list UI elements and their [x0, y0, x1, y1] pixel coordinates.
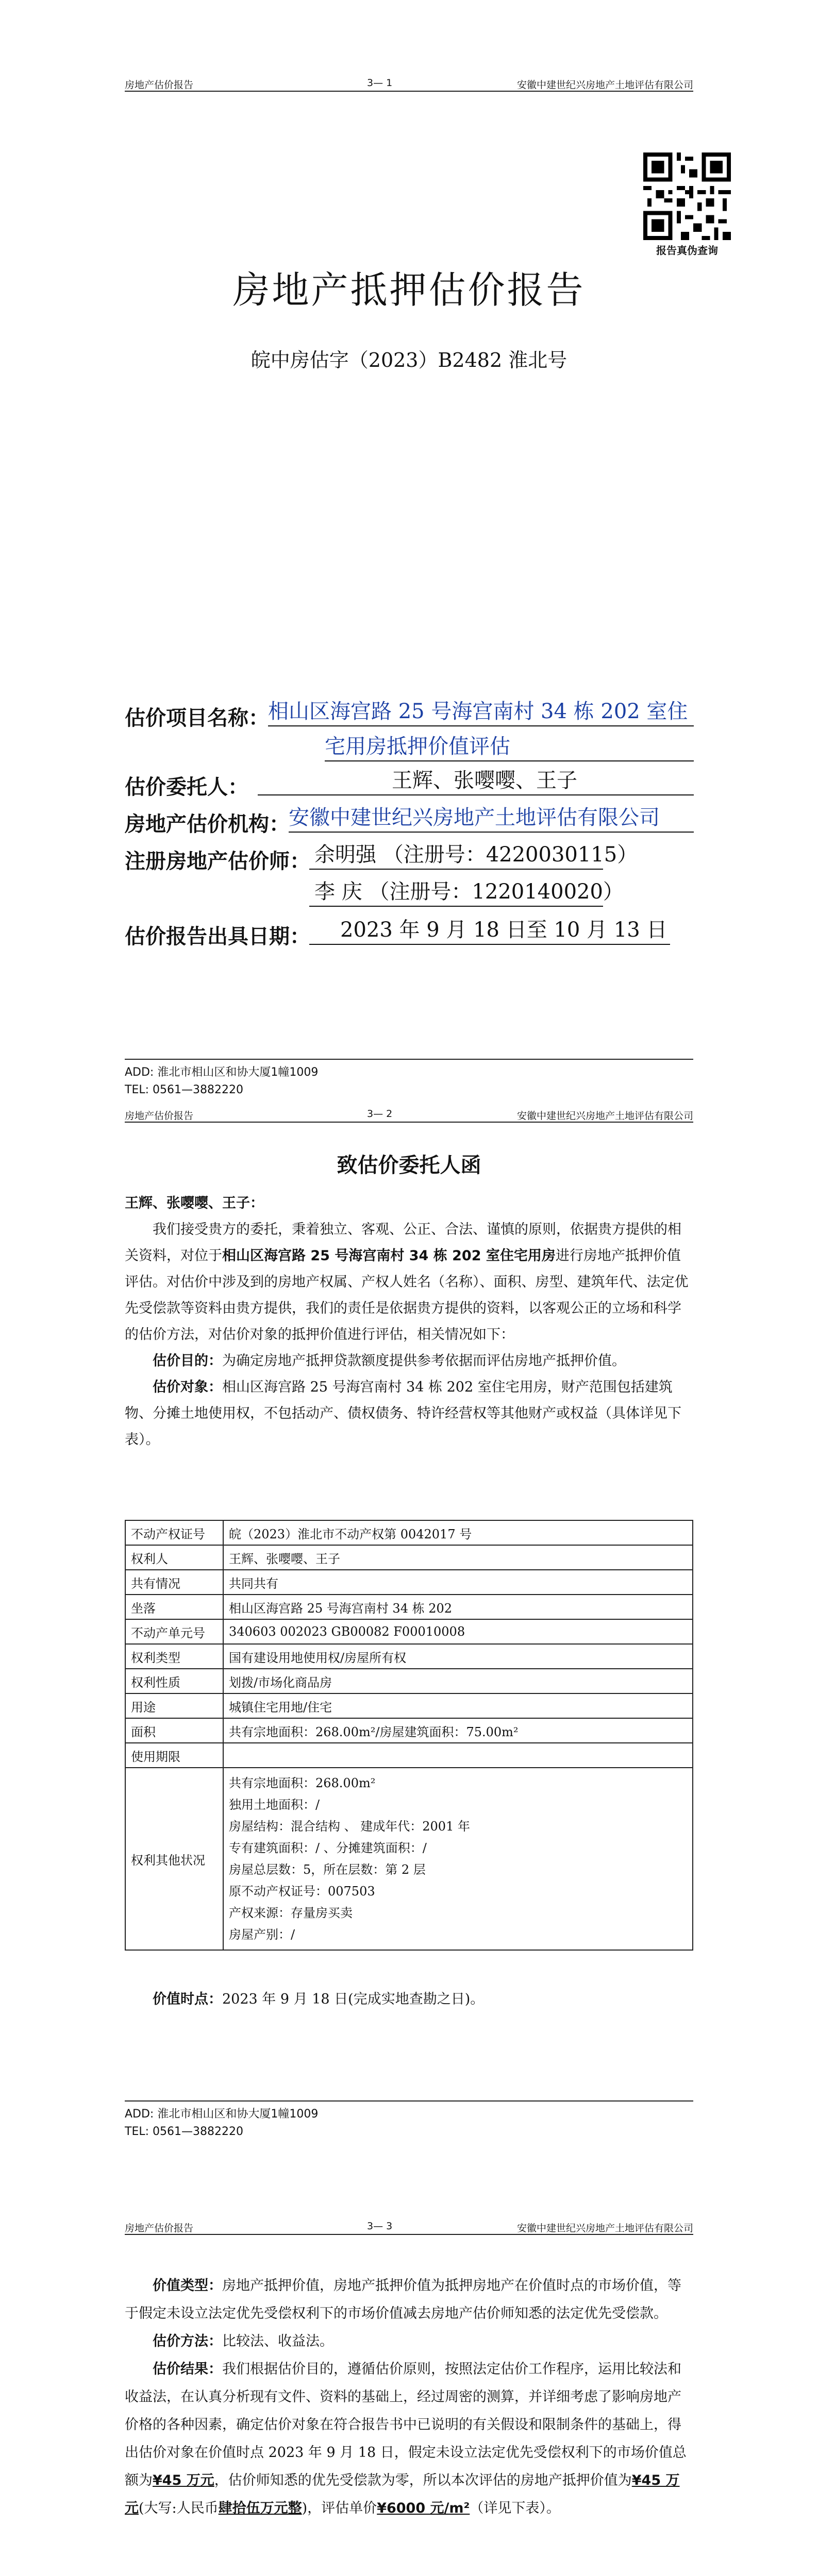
footer	[125, 2100, 693, 2141]
purpose-value: 为确定房地产抵押贷款额度提供参考依据而评估房地产抵押价值。	[222, 1353, 626, 1369]
other-status-line: 房屋结构：混合结构 、 建成年代：2001 年	[229, 1819, 470, 1834]
table-value: 皖（2023）淮北市不动产权第 0042017 号	[223, 1520, 693, 1545]
appraiser-label: 注册房地产估价师：	[125, 850, 310, 873]
table-row	[125, 1718, 693, 1743]
object-label: 估价对象：	[153, 1379, 222, 1395]
table-key: 共有情况	[125, 1570, 223, 1595]
mortgage-value-upper: 肆拾伍万元整	[218, 2500, 302, 2516]
header-left: 房地产估价报告	[125, 79, 194, 91]
report-number: 皖中房估字（2023）B2482 淮北号	[251, 349, 567, 371]
header-left: 房地产估价报告	[125, 1110, 194, 1122]
unit-price: ¥6000 元/m²	[377, 2500, 470, 2516]
header-right: 安徽中建世纪兴房地产土地评估有限公司	[516, 2223, 693, 2234]
report-title: 房地产抵押估价报告	[232, 268, 586, 312]
cover-page	[0, 0, 818, 1100]
other-status-line: 房屋产别：/	[229, 1927, 295, 1942]
table-row	[125, 1644, 693, 1669]
object-paragraph	[125, 1374, 693, 1453]
footer-address: ADD: 淮北市相山区和协大厦1幢1009	[125, 1066, 319, 1079]
table-row	[125, 1693, 693, 1718]
salutation: 王辉、张嘤嘤、王子：	[125, 1195, 264, 1211]
value-type-label: 价值类型：	[153, 2278, 222, 2294]
footer	[125, 1059, 693, 1099]
table-row	[125, 1669, 693, 1693]
header-page-number: 3— 1	[367, 77, 393, 89]
table-value: 城镇住宅用地/住宅	[223, 1693, 693, 1718]
table-value: 划拨/市场化商品房	[223, 1669, 693, 1693]
other-status-line: 房屋总层数：5，所在层数：第 2 层	[229, 1862, 426, 1877]
table-row	[125, 1520, 693, 1545]
table-value: 国有建设用地使用权/房屋所有权	[223, 1644, 693, 1669]
table-value: 王辉、张嘤嘤、王子	[223, 1545, 693, 1570]
other-status-line: 共有宗地面积：268.00m²	[229, 1776, 376, 1790]
market-value: ¥45 万元	[153, 2472, 214, 2488]
table-row	[125, 1619, 693, 1644]
purpose-label: 估价目的：	[153, 1353, 222, 1369]
intro-property: 相山区海宫路 25 号海宫南村 34 栋 202 室住宅用房	[222, 1248, 556, 1264]
table-value	[223, 1743, 693, 1768]
mortgage-value: ¥45 万元	[125, 2472, 680, 2516]
method-paragraph	[125, 2328, 693, 2355]
table-key: 权利类型	[125, 1644, 223, 1669]
table-key: 权利性质	[125, 1669, 223, 1693]
header-page-number: 3— 2	[367, 1108, 393, 1120]
project-name-value-line2: 宅用房抵押价值评估	[325, 734, 694, 761]
client-label: 估价委托人：	[125, 775, 248, 799]
table-key: 面积	[125, 1718, 223, 1743]
table-row	[125, 1545, 693, 1570]
method-label: 估价方法：	[153, 2333, 222, 2349]
other-status-cell	[223, 1768, 693, 1950]
issue-date-value: 2023 年 9 月 18 日至 10 月 13 日	[309, 917, 670, 945]
table-key: 权利人	[125, 1545, 223, 1570]
purpose-paragraph	[125, 1348, 693, 1374]
result-label: 估价结果：	[153, 2361, 222, 2377]
result-text-e: )，评估单价	[302, 2500, 377, 2516]
other-status-line: 产权来源：存量房买卖	[229, 1906, 353, 1920]
table-row	[125, 1768, 693, 1950]
table-key: 坐落	[125, 1595, 223, 1619]
object-value: 相山区海宫路 25 号海宫南村 34 栋 202 室住宅用房，财产范围包括建筑物、分摊土地使用权，不包括动产、债权债务、特许经营权等其他财产或权益（具体详见下表）。	[125, 1379, 681, 1448]
other-status-line: 独用土地面积：/	[229, 1798, 320, 1812]
header-right: 安徽中建世纪兴房地产土地评估有限公司	[516, 79, 693, 91]
intro-paragraph	[125, 1216, 693, 1348]
footer-address: ADD: 淮北市相山区和协大厦1幢1009	[125, 2108, 319, 2121]
table-value: 相山区海宫路 25 号海宫南村 34 栋 202	[223, 1595, 693, 1619]
result-text-d: (大写:人民币	[139, 2500, 219, 2516]
table-value: 共同共有	[223, 1570, 693, 1595]
method-value: 比较法、收益法。	[222, 2333, 333, 2349]
table-key: 权利其他状况	[125, 1768, 223, 1950]
letter-title: 致估价委托人函	[337, 1154, 481, 1177]
intro-text-b: 进行房地产抵押价值评估。对估价中涉及到的房地产权属、产权人姓名（名称）、面积、房型、建筑年代、法定优先受偿款等资料由贵方提供，我们的责任是依据贵方提供的资料，以客观公正的立场和科学的估价方法，对估价对象的抵押价值进行评估，相关情况如下：	[125, 1248, 689, 1343]
appraiser-1: 余明强 （注册号：4220030115）	[309, 842, 603, 870]
issue-date-label: 估价报告出具日期：	[125, 925, 310, 948]
client-value: 王辉、张嘤嘤、王子	[258, 768, 694, 795]
result-text-f: （详见下表）。	[470, 2500, 560, 2516]
appraiser-2: 李 庆 （注册号：1220140020）	[309, 879, 603, 907]
value-date-label: 价值时点：	[153, 1991, 222, 2007]
table-key: 不动产单元号	[125, 1619, 223, 1644]
running-header	[125, 77, 693, 92]
table-row	[125, 1595, 693, 1619]
value-date-value: 2023 年 9 月 18 日(完成实地查勘之日)。	[222, 1991, 485, 2007]
running-header	[125, 1108, 693, 1123]
intro-text-a: 我们接受贵方的委托，秉着独立、客观、公正、合法、谨慎的原则，依据贵方提供的相关资料，对位于	[125, 1222, 681, 1264]
table-key: 使用期限	[125, 1743, 223, 1768]
agency-value: 安徽中建世纪兴房地产土地评估有限公司	[289, 805, 694, 833]
value-type-paragraph	[125, 2272, 693, 2328]
table-key: 不动产权证号	[125, 1520, 223, 1545]
table-value: 340603 002023 GB00082 F00010008	[223, 1619, 693, 1644]
result-text-a: 我们根据估价目的，遵循估价原则，按照法定估价工作程序，运用比较法和收益法，在认真分析现有文件、资料的基础上，经过周密的测算，并详细考虑了影响房地产价格的各种因素，确定估价对象在符合报告书中已说明的有关假设和限制条件的基础上，得出估价对象在价值时点 2023 年 9 月 18 日，假定未设立法定优先受偿权利下的市场价值总额为	[125, 2361, 687, 2488]
property-info-table	[125, 1520, 693, 1951]
project-name-value-line1: 相山区海宫路 25 号海宫南村 34 栋 202 室住	[268, 699, 694, 726]
result-body	[125, 2272, 693, 2522]
letter-page	[0, 1100, 818, 2200]
agency-label: 房地产估价机构：	[125, 812, 290, 836]
header-page-number: 3— 3	[367, 2221, 393, 2232]
table-row	[125, 1570, 693, 1595]
value-date-paragraph	[125, 1986, 693, 2012]
header-right: 安徽中建世纪兴房地产土地评估有限公司	[516, 1110, 693, 1122]
qr-code-icon[interactable]	[643, 152, 731, 240]
value-type-value: 房地产抵押价值，房地产抵押价值为抵押房地产在价值时点的市场价值，等于假定未设立法定优先受偿权利下的市场价值减去房地产估价师知悉的法定优先受偿款。	[125, 2278, 681, 2321]
running-header	[125, 2221, 693, 2235]
letter-body	[125, 1190, 693, 1453]
qr-caption: 报告真伪查询	[656, 244, 718, 257]
table-row	[125, 1743, 693, 1768]
result-page	[0, 2200, 818, 2576]
result-paragraph	[125, 2355, 693, 2522]
result-text-c: ，估价师知悉的优先受偿款为零，所以本次评估的房地产抵押价值为	[214, 2472, 632, 2488]
other-status-line: 原不动产权证号：007503	[229, 1884, 375, 1899]
table-value: 共有宗地面积：268.00m²/房屋建筑面积：75.00m²	[223, 1718, 693, 1743]
project-name-label: 估价项目名称：	[125, 706, 269, 730]
footer-phone: TEL: 0561—3882220	[125, 1083, 243, 1096]
other-status-line: 专有建筑面积：/ 、分摊建筑面积：/	[229, 1841, 427, 1855]
header-left: 房地产估价报告	[125, 2223, 194, 2234]
table-key: 用途	[125, 1693, 223, 1718]
footer-phone: TEL: 0561—3882220	[125, 2125, 243, 2138]
